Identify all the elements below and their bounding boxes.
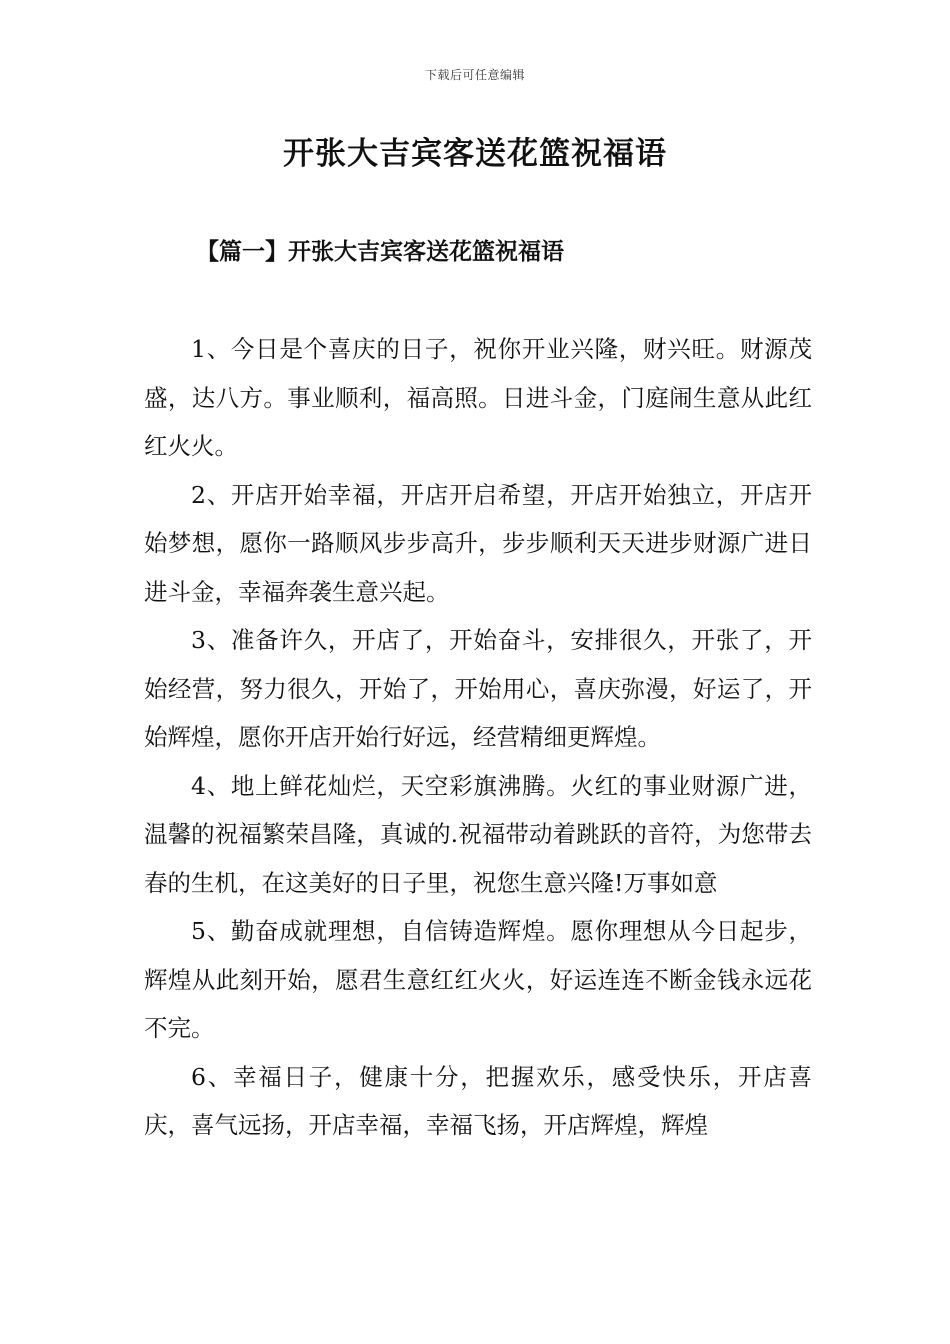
body-text [144, 325, 812, 1150]
paragraph-4: 4、地上鲜花灿烂，天空彩旗沸腾。火红的事业财源广进，温馨的祝福繁荣昌隆，真诚的.祝福带动着跳跃的音符，为您带去春的生机，在这美好的日子里，祝您生意兴隆!万事如意 [144, 771, 812, 897]
section-bracket-close: 】 [265, 239, 288, 265]
paragraph-2: 2、开店开始幸福，开店开启希望，开店开始独立，开店开始梦想，愿你一路顺风步步高升，步步顺利天天进步财源广进日进斗金，幸福奔袭生意兴起。 [144, 480, 812, 606]
header-note: 下载后可任意编辑 [424, 68, 525, 82]
paragraph-1: 1、今日是个喜庆的日子，祝你开业兴隆，财兴旺。财源茂盛，达八方。事业顺利，福高照。日进斗金，门庭闹生意从此红红火火。 [144, 335, 812, 460]
paragraph-5: 5、勤奋成就理想，自信铸造辉煌。愿你理想从今日起步，辉煌从此刻开始，愿君生意红红火火，好运连连不断金钱永远花不完。 [144, 917, 812, 1042]
section-bracket-open: 【 [196, 239, 219, 265]
paragraph-6: 6、幸福日子，健康十分，把握欢乐，感受快乐，开店喜庆，喜气远扬，开店幸福，幸福飞扬，开店辉煌，辉煌 [144, 1062, 812, 1139]
section-heading-text: 开张大吉宾客送花篮祝福语 [288, 238, 564, 265]
section-label: 篇一 [219, 238, 265, 265]
document-title: 开张大吉宾客送花篮祝福语 [283, 136, 667, 172]
paragraph-3: 3、准备许久，开店了，开始奋斗，安排很久，开张了，开始经营，努力很久，开始了，开始用心，喜庆弥漫，好运了，开始辉煌，愿你开店开始行好远，经营精细更辉煌。 [144, 626, 812, 751]
section-heading [196, 233, 564, 266]
